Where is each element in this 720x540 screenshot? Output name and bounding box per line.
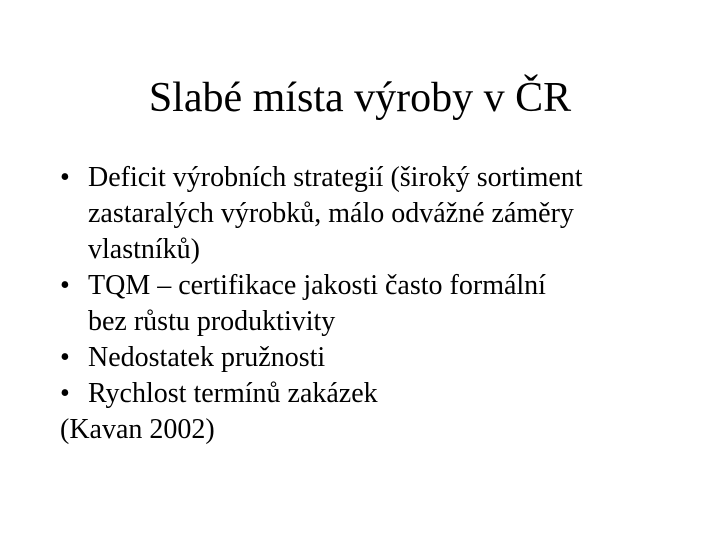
bullet-list — [60, 160, 680, 412]
bullet-item-flexibility — [60, 340, 680, 376]
bullet-text-line: bez růstu produktivity — [88, 306, 336, 337]
citation: (Kavan 2002) — [60, 414, 215, 445]
bullet-icon: • — [60, 270, 70, 301]
bullet-item-delivery-speed — [60, 376, 680, 412]
slide-body — [60, 160, 680, 448]
bullet-text-line: Deficit výrobních strategií (široký sortiment — [88, 162, 583, 193]
slide-title: Slabé místa výroby v ČR — [148, 75, 572, 121]
bullet-text-line: Rychlost termínů zakázek — [88, 378, 378, 409]
bullet-text-line: zastaralých výrobků, málo odvážné záměry — [88, 198, 574, 229]
bullet-text-line: TQM – certifikace jakosti často formální — [88, 270, 546, 301]
bullet-icon: • — [60, 342, 70, 373]
bullet-icon: • — [60, 378, 70, 409]
bullet-text-line: Nedostatek pružnosti — [88, 342, 326, 373]
bullet-item-tqm — [60, 268, 680, 340]
bullet-text-line: vlastníků) — [88, 234, 200, 265]
bullet-item-deficit-strategies — [60, 160, 680, 268]
bullet-icon: • — [60, 162, 70, 193]
